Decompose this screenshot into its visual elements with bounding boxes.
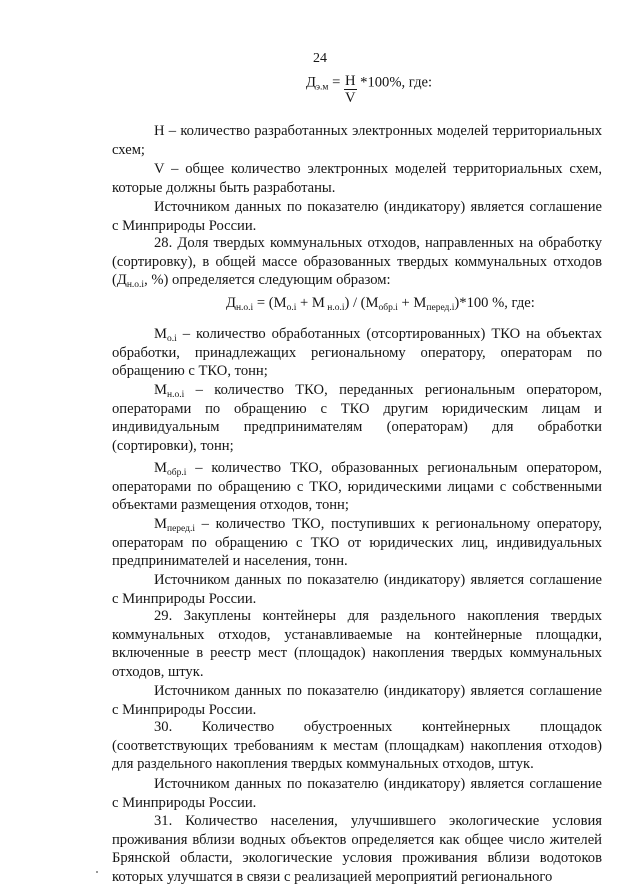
symbol-sub: обр.i (166, 468, 187, 478)
formula2-sub: о.i (286, 303, 297, 313)
formula2-part: ) / (М (344, 295, 379, 311)
definition-text: – количество обработанных (отсортированных) ТКО на объектах обработки, принадлежащих региональному оператору, операторам по обращению с ТКО, тонн; (112, 326, 602, 380)
item-31-paragraph: 31. Количество населения, улучшившего экологические условия проживания вблизи водных объектов определяется как общее число жителей Брянской области, экологические условия проживания вблизи водотоков которых улучшатся в связи с реализацией мероприятий регионального (112, 813, 602, 885)
formula-tko-share (226, 294, 535, 313)
scan-speck (96, 871, 98, 873)
definition-text: – количество ТКО, переданных региональным оператором, операторами по обращению с ТКО другим юридическим лицам и индивидуальным предпринимателям (операторам) для обработки (сортировки), тонн; (112, 382, 602, 454)
formula2-sub: н.о.i (324, 303, 345, 313)
formula2-sub: перед.i (426, 303, 455, 313)
item-30-paragraph: 30. Количество обустроенных контейнерных площадок (соответствующих требованиям к местам (площадкам) накопления отходов) для раздельного накопления твердых коммунальных отходов, штук. (112, 719, 602, 773)
symbol: М (154, 516, 167, 532)
item-28-indicator-sub: н.о.i (126, 280, 145, 291)
formula2-part: = (М (253, 295, 287, 311)
formula-lhs: Д (306, 74, 316, 91)
formula-numerator: Н (344, 73, 356, 89)
symbol-sub: перед.i (166, 524, 195, 534)
data-source-paragraph: Источником данных по показателю (индикатору) является соглашение с Минприроды России. (112, 572, 602, 607)
definition-text: – количество ТКО, поступивших к региональному оператору, операторам по обращению с ТКО от юридических лиц, индивидуальных предпринимателей и населения, тонн. (112, 516, 602, 570)
formula2-sub: обр.i (378, 303, 398, 313)
formula-fraction (344, 73, 357, 107)
definition-m-oi (112, 325, 602, 381)
data-source-paragraph: Источником данных по показателю (индикатору) является соглашение с Минприроды России. (112, 199, 602, 234)
symbol: М (154, 326, 167, 342)
symbol: М (154, 460, 167, 476)
item-28-paragraph (112, 234, 602, 290)
definition-v: V – общее количество электронных моделей территориальных схем, которые должны быть разработаны. (112, 161, 602, 196)
formula2-part: )*100 %, где: (454, 295, 535, 311)
formula-eq: = (328, 74, 344, 91)
data-source-paragraph: Источником данных по показателю (индикатору) является соглашение с Минприроды России. (112, 776, 602, 811)
data-source-paragraph: Источником данных по показателю (индикатору) является соглашение с Минприроды России. (112, 683, 602, 718)
item-29-paragraph: 29. Закуплены контейнеры для раздельного накопления твердых коммунальных отходов, устанавливаемые на контейнерные площадки, включенные в реестр мест (площадок) накопления твердых коммунальных отходов, штук. (112, 608, 602, 680)
definition-m-pered (112, 515, 602, 571)
definition-m-noi (112, 381, 602, 455)
symbol-sub: н.о.i (166, 390, 185, 400)
item-28-indicator-close: , %) определяется следующим образом: (144, 272, 391, 289)
definition-text: – количество ТКО, образованных региональным оператором, операторами по обращению с ТКО, юридическими лицами с собственными объектами размещения отходов, тонн; (112, 460, 602, 514)
item-28-indicator-open: (Д (112, 272, 127, 289)
symbol: М (154, 382, 167, 398)
formula-rest: *100%, где: (356, 74, 433, 91)
formula-electronic-models (306, 66, 433, 106)
formula2-part: Д (226, 295, 236, 311)
formula2-part: + М (296, 295, 325, 311)
definition-h: Н – количество разработанных электронных моделей территориальных схем; (112, 123, 602, 158)
formula2-sub: н.о.i (235, 303, 254, 313)
item-28-text: 28. Доля твердых коммунальных отходов, направленных на обработку (сортировку), в общей массе образованных твердых коммунальных отходов (112, 235, 602, 270)
symbol-sub: о.i (166, 334, 177, 344)
formula-denominator: V (344, 90, 356, 106)
definition-m-obr (112, 459, 602, 515)
formula-lhs-sub: э.м (315, 82, 329, 93)
formula2-part: + М (397, 295, 427, 311)
page-number: 24 (313, 51, 327, 66)
